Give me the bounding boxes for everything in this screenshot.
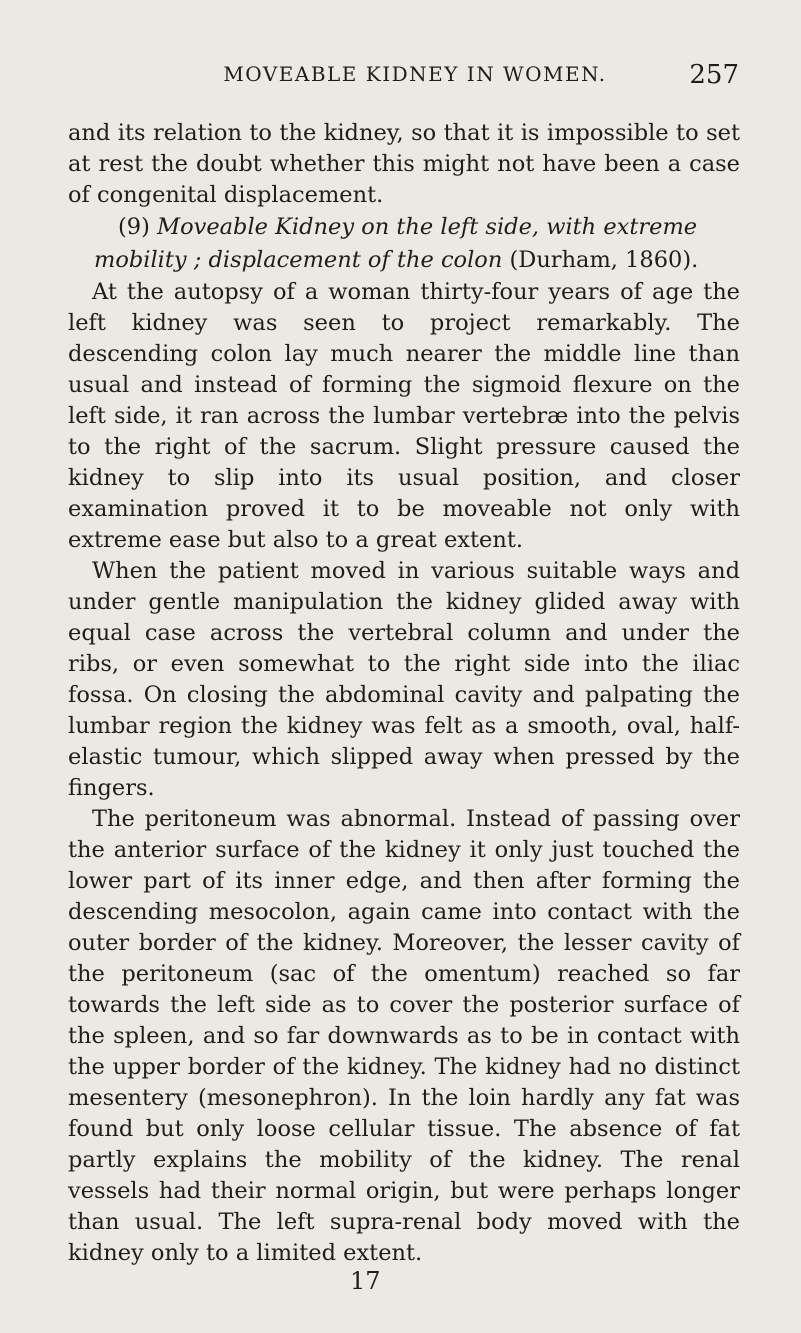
signature-mark: 17 — [350, 1267, 381, 1295]
body-text — [68, 118, 740, 1269]
section-number: (9) — [118, 214, 150, 240]
paragraph-peritoneum: The peritoneum was abnormal. Instead of passing over the anterior surface of the kidney it only just touched the lower part of its inner edge, and then after forming the descending mesocolon, again came into contact with the outer border of the kidney. Moreover, the lesser cavity of the peritoneum (sac of the omentum) reached so far towards the left side as to cover the posterior surface of the spleen, and so far downwards as to be in contact with the upper border of the kidney. The kidney had no distinct mesentery (mesonephron). In the loin hardly any fat was found but only loose cellular tissue. The absence of fat partly explains the mobility of the kidney. The renal vessels had their normal origin, but were perhaps longer than usual. The left supra-renal body moved with the kidney only to a limited extent. — [68, 806, 740, 1266]
running-head: MOVEABLE KIDNEY IN WOMEN. — [223, 62, 607, 86]
paragraph-autopsy: At the autopsy of a woman thirty-four years of age the left kidney was seen to project remarkably. The descending colon lay much nearer the middle line than usual and instead of forming the sigmoid flexure on the left side, it ran across the lumbar vertebræ into the pelvis to the right of the sacrum. Slight pressure caused the kidney to slip into its usual position, and closer examination proved it to be moveable not only with extreme ease but also to a great extent. — [68, 279, 740, 553]
section-heading — [68, 211, 740, 277]
paragraph-intro: and its relation to the kidney, so that it is impossible to set at rest the doubt whether this might not have been a case of congenital displacement. — [68, 120, 740, 208]
paragraph-manipulation: When the patient moved in various suitable ways and under gentle manipulation the kidney glided away with equal case across the vertebral column and under the ribs, or even somewhat to the right side into the iliac fossa. On closing the abdominal cavity and palpating the lumbar region the kidney was felt as a smooth, oval, half-elastic tumour, which slipped away when pressed by the fingers. — [68, 558, 740, 801]
page-number: 257 — [689, 60, 739, 90]
section-title: Moveable Kidney on the left side, with extreme mobility ; displacement of the colon — [94, 214, 698, 273]
section-source: (Durham, 1860). — [509, 247, 699, 273]
